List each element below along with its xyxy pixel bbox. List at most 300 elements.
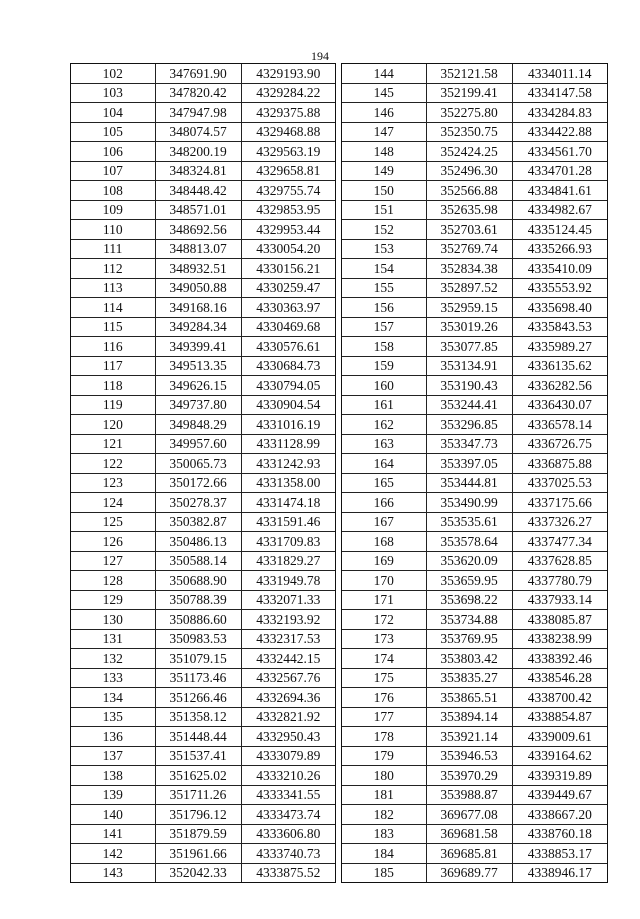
table-row [342, 844, 607, 864]
y-coordinate-cell: 4334284.83 [512, 103, 607, 123]
x-coordinate-cell: 353490.99 [426, 493, 512, 513]
x-coordinate-cell: 353296.85 [426, 415, 512, 435]
y-coordinate-cell: 4330469.68 [241, 317, 335, 337]
x-coordinate-cell: 351079.15 [155, 649, 241, 669]
x-coordinate-cell: 351961.66 [155, 844, 241, 864]
point-number-cell: 178 [342, 727, 426, 747]
table-row [342, 200, 607, 220]
y-coordinate-cell: 4335124.45 [512, 220, 607, 240]
y-coordinate-cell: 4331591.46 [241, 512, 335, 532]
x-coordinate-cell: 348813.07 [155, 239, 241, 259]
y-coordinate-cell: 4336282.56 [512, 376, 607, 396]
x-coordinate-cell: 350588.14 [155, 551, 241, 571]
table-row [71, 707, 335, 727]
table-row [71, 785, 335, 805]
table-row [71, 532, 335, 552]
table-row [342, 746, 607, 766]
point-number-cell: 124 [71, 493, 155, 513]
point-number-cell: 185 [342, 863, 426, 882]
x-coordinate-cell: 352897.52 [426, 278, 512, 298]
y-coordinate-cell: 4339009.61 [512, 727, 607, 747]
x-coordinate-cell: 352275.80 [426, 103, 512, 123]
table-row [342, 376, 607, 396]
point-number-cell: 131 [71, 629, 155, 649]
x-coordinate-cell: 348448.42 [155, 181, 241, 201]
point-number-cell: 182 [342, 805, 426, 825]
point-number-cell: 170 [342, 571, 426, 591]
point-number-cell: 180 [342, 766, 426, 786]
x-coordinate-cell: 349399.41 [155, 337, 241, 357]
table-row [71, 337, 335, 357]
x-coordinate-cell: 348571.01 [155, 200, 241, 220]
coordinate-table-left [70, 63, 336, 883]
y-coordinate-cell: 4329953.44 [241, 220, 335, 240]
y-coordinate-cell: 4338085.87 [512, 610, 607, 630]
table-row [342, 356, 607, 376]
table-row [342, 512, 607, 532]
x-coordinate-cell: 353535.61 [426, 512, 512, 532]
table-row [71, 571, 335, 591]
x-coordinate-cell: 353620.09 [426, 551, 512, 571]
point-number-cell: 158 [342, 337, 426, 357]
x-coordinate-cell: 353077.85 [426, 337, 512, 357]
y-coordinate-cell: 4330794.05 [241, 376, 335, 396]
y-coordinate-cell: 4330156.21 [241, 259, 335, 279]
point-number-cell: 142 [71, 844, 155, 864]
point-number-cell: 126 [71, 532, 155, 552]
point-number-cell: 144 [342, 64, 426, 83]
y-coordinate-cell: 4329468.88 [241, 122, 335, 142]
point-number-cell: 161 [342, 395, 426, 415]
table-row [71, 278, 335, 298]
point-number-cell: 133 [71, 668, 155, 688]
y-coordinate-cell: 4331358.00 [241, 473, 335, 493]
table-row [71, 142, 335, 162]
table-row [71, 824, 335, 844]
table-row [71, 239, 335, 259]
y-coordinate-cell: 4339164.62 [512, 746, 607, 766]
point-number-cell: 164 [342, 454, 426, 474]
table-row [342, 337, 607, 357]
y-coordinate-cell: 4335843.53 [512, 317, 607, 337]
table-row [342, 727, 607, 747]
table-row [71, 317, 335, 337]
x-coordinate-cell: 351173.46 [155, 668, 241, 688]
table-row [342, 590, 607, 610]
point-number-cell: 141 [71, 824, 155, 844]
point-number-cell: 153 [342, 239, 426, 259]
point-number-cell: 145 [342, 83, 426, 103]
point-number-cell: 114 [71, 298, 155, 318]
table-row [342, 122, 607, 142]
table-row [342, 454, 607, 474]
table-row [71, 122, 335, 142]
table-row [342, 688, 607, 708]
x-coordinate-cell: 350065.73 [155, 454, 241, 474]
x-coordinate-cell: 352199.41 [426, 83, 512, 103]
point-number-cell: 129 [71, 590, 155, 610]
y-coordinate-cell: 4335698.40 [512, 298, 607, 318]
point-number-cell: 104 [71, 103, 155, 123]
table-row [71, 64, 335, 83]
point-number-cell: 136 [71, 727, 155, 747]
y-coordinate-cell: 4330904.54 [241, 395, 335, 415]
x-coordinate-cell: 369681.58 [426, 824, 512, 844]
table-row [71, 415, 335, 435]
point-number-cell: 110 [71, 220, 155, 240]
x-coordinate-cell: 352121.58 [426, 64, 512, 83]
table-row [71, 83, 335, 103]
x-coordinate-cell: 353698.22 [426, 590, 512, 610]
x-coordinate-cell: 352703.61 [426, 220, 512, 240]
x-coordinate-cell: 351796.12 [155, 805, 241, 825]
y-coordinate-cell: 4336578.14 [512, 415, 607, 435]
point-number-cell: 165 [342, 473, 426, 493]
table-row [342, 259, 607, 279]
table-row [71, 395, 335, 415]
x-coordinate-cell: 351625.02 [155, 766, 241, 786]
point-number-cell: 155 [342, 278, 426, 298]
x-coordinate-cell: 349284.34 [155, 317, 241, 337]
point-number-cell: 152 [342, 220, 426, 240]
y-coordinate-cell: 4332694.36 [241, 688, 335, 708]
point-number-cell: 176 [342, 688, 426, 708]
y-coordinate-cell: 4332567.76 [241, 668, 335, 688]
point-number-cell: 137 [71, 746, 155, 766]
y-coordinate-cell: 4333875.52 [241, 863, 335, 882]
y-coordinate-cell: 4338853.17 [512, 844, 607, 864]
table-row [342, 707, 607, 727]
table-row [342, 64, 607, 83]
y-coordinate-cell: 4334841.61 [512, 181, 607, 201]
point-number-cell: 167 [342, 512, 426, 532]
table-row [342, 395, 607, 415]
x-coordinate-cell: 351266.46 [155, 688, 241, 708]
y-coordinate-cell: 4329755.74 [241, 181, 335, 201]
point-number-cell: 117 [71, 356, 155, 376]
point-number-cell: 148 [342, 142, 426, 162]
x-coordinate-cell: 353244.41 [426, 395, 512, 415]
y-coordinate-cell: 4338760.18 [512, 824, 607, 844]
point-number-cell: 103 [71, 83, 155, 103]
x-coordinate-cell: 350486.13 [155, 532, 241, 552]
y-coordinate-cell: 4329375.88 [241, 103, 335, 123]
y-coordinate-cell: 4332442.15 [241, 649, 335, 669]
x-coordinate-cell: 353988.87 [426, 785, 512, 805]
y-coordinate-cell: 4335989.27 [512, 337, 607, 357]
point-number-cell: 105 [71, 122, 155, 142]
point-number-cell: 179 [342, 746, 426, 766]
y-coordinate-cell: 4335553.92 [512, 278, 607, 298]
x-coordinate-cell: 348932.51 [155, 259, 241, 279]
y-coordinate-cell: 4335266.93 [512, 239, 607, 259]
point-number-cell: 154 [342, 259, 426, 279]
x-coordinate-cell: 353659.95 [426, 571, 512, 591]
x-coordinate-cell: 352834.38 [426, 259, 512, 279]
point-number-cell: 113 [71, 278, 155, 298]
table-row [342, 532, 607, 552]
point-number-cell: 122 [71, 454, 155, 474]
x-coordinate-cell: 350382.87 [155, 512, 241, 532]
point-number-cell: 149 [342, 161, 426, 181]
x-coordinate-cell: 349513.35 [155, 356, 241, 376]
table-row [71, 512, 335, 532]
table-row [71, 181, 335, 201]
point-number-cell: 159 [342, 356, 426, 376]
x-coordinate-cell: 347691.90 [155, 64, 241, 83]
y-coordinate-cell: 4333473.74 [241, 805, 335, 825]
table-row [71, 688, 335, 708]
x-coordinate-cell: 369685.81 [426, 844, 512, 864]
point-number-cell: 132 [71, 649, 155, 669]
x-coordinate-cell: 351537.41 [155, 746, 241, 766]
y-coordinate-cell: 4332317.53 [241, 629, 335, 649]
y-coordinate-cell: 4331474.18 [241, 493, 335, 513]
x-coordinate-cell: 353347.73 [426, 434, 512, 454]
y-coordinate-cell: 4331016.19 [241, 415, 335, 435]
table-row [71, 727, 335, 747]
table-row [342, 610, 607, 630]
y-coordinate-cell: 4330576.61 [241, 337, 335, 357]
y-coordinate-cell: 4332950.43 [241, 727, 335, 747]
table-row [71, 493, 335, 513]
table-row [71, 298, 335, 318]
x-coordinate-cell: 352959.15 [426, 298, 512, 318]
table-row [71, 376, 335, 396]
x-coordinate-cell: 351879.59 [155, 824, 241, 844]
coordinate-table-left-body [71, 64, 335, 882]
x-coordinate-cell: 353865.51 [426, 688, 512, 708]
y-coordinate-cell: 4337175.66 [512, 493, 607, 513]
y-coordinate-cell: 4337933.14 [512, 590, 607, 610]
point-number-cell: 127 [71, 551, 155, 571]
table-row [71, 551, 335, 571]
y-coordinate-cell: 4336726.75 [512, 434, 607, 454]
point-number-cell: 119 [71, 395, 155, 415]
y-coordinate-cell: 4338238.99 [512, 629, 607, 649]
y-coordinate-cell: 4331949.78 [241, 571, 335, 591]
point-number-cell: 135 [71, 707, 155, 727]
y-coordinate-cell: 4332193.92 [241, 610, 335, 630]
y-coordinate-cell: 4329563.19 [241, 142, 335, 162]
point-number-cell: 134 [71, 688, 155, 708]
point-number-cell: 163 [342, 434, 426, 454]
table-row [71, 259, 335, 279]
x-coordinate-cell: 347820.42 [155, 83, 241, 103]
x-coordinate-cell: 348692.56 [155, 220, 241, 240]
y-coordinate-cell: 4336135.62 [512, 356, 607, 376]
x-coordinate-cell: 351358.12 [155, 707, 241, 727]
x-coordinate-cell: 351711.26 [155, 785, 241, 805]
x-coordinate-cell: 352635.98 [426, 200, 512, 220]
table-row [342, 668, 607, 688]
x-coordinate-cell: 348200.19 [155, 142, 241, 162]
y-coordinate-cell: 4338667.20 [512, 805, 607, 825]
point-number-cell: 123 [71, 473, 155, 493]
x-coordinate-cell: 349168.16 [155, 298, 241, 318]
x-coordinate-cell: 352566.88 [426, 181, 512, 201]
table-row [71, 805, 335, 825]
coordinate-table-right-body [342, 64, 607, 882]
table-row [342, 785, 607, 805]
table-row [342, 473, 607, 493]
y-coordinate-cell: 4334561.70 [512, 142, 607, 162]
x-coordinate-cell: 350983.53 [155, 629, 241, 649]
x-coordinate-cell: 353769.95 [426, 629, 512, 649]
x-coordinate-cell: 348324.81 [155, 161, 241, 181]
x-coordinate-cell: 351448.44 [155, 727, 241, 747]
x-coordinate-cell: 352350.75 [426, 122, 512, 142]
y-coordinate-cell: 4329658.81 [241, 161, 335, 181]
point-number-cell: 140 [71, 805, 155, 825]
x-coordinate-cell: 349737.80 [155, 395, 241, 415]
y-coordinate-cell: 4337477.34 [512, 532, 607, 552]
x-coordinate-cell: 350278.37 [155, 493, 241, 513]
point-number-cell: 166 [342, 493, 426, 513]
x-coordinate-cell: 353019.26 [426, 317, 512, 337]
y-coordinate-cell: 4337780.79 [512, 571, 607, 591]
table-row [71, 649, 335, 669]
y-coordinate-cell: 4334701.28 [512, 161, 607, 181]
point-number-cell: 118 [71, 376, 155, 396]
y-coordinate-cell: 4332821.92 [241, 707, 335, 727]
point-number-cell: 175 [342, 668, 426, 688]
x-coordinate-cell: 353894.14 [426, 707, 512, 727]
y-coordinate-cell: 4330684.73 [241, 356, 335, 376]
y-coordinate-cell: 4331829.27 [241, 551, 335, 571]
y-coordinate-cell: 4330054.20 [241, 239, 335, 259]
x-coordinate-cell: 352042.33 [155, 863, 241, 882]
x-coordinate-cell: 353734.88 [426, 610, 512, 630]
table-row [71, 473, 335, 493]
x-coordinate-cell: 353134.91 [426, 356, 512, 376]
y-coordinate-cell: 4336875.88 [512, 454, 607, 474]
x-coordinate-cell: 352424.25 [426, 142, 512, 162]
table-row [71, 200, 335, 220]
table-row [71, 220, 335, 240]
point-number-cell: 139 [71, 785, 155, 805]
point-number-cell: 130 [71, 610, 155, 630]
table-row [71, 610, 335, 630]
table-row [71, 863, 335, 882]
table-row [71, 590, 335, 610]
table-row [71, 161, 335, 181]
y-coordinate-cell: 4338392.46 [512, 649, 607, 669]
table-row [71, 629, 335, 649]
x-coordinate-cell: 350172.66 [155, 473, 241, 493]
y-coordinate-cell: 4338546.28 [512, 668, 607, 688]
point-number-cell: 128 [71, 571, 155, 591]
y-coordinate-cell: 4329193.90 [241, 64, 335, 83]
table-row [342, 220, 607, 240]
x-coordinate-cell: 369677.08 [426, 805, 512, 825]
x-coordinate-cell: 353835.27 [426, 668, 512, 688]
y-coordinate-cell: 4339319.89 [512, 766, 607, 786]
point-number-cell: 150 [342, 181, 426, 201]
point-number-cell: 109 [71, 200, 155, 220]
y-coordinate-cell: 4336430.07 [512, 395, 607, 415]
point-number-cell: 146 [342, 103, 426, 123]
point-number-cell: 107 [71, 161, 155, 181]
y-coordinate-cell: 4333079.89 [241, 746, 335, 766]
table-row [71, 668, 335, 688]
table-row [342, 629, 607, 649]
y-coordinate-cell: 4338946.17 [512, 863, 607, 882]
y-coordinate-cell: 4333210.26 [241, 766, 335, 786]
table-row [342, 161, 607, 181]
table-row [71, 434, 335, 454]
x-coordinate-cell: 350886.60 [155, 610, 241, 630]
table-row [71, 454, 335, 474]
table-row [342, 493, 607, 513]
table-row [71, 103, 335, 123]
table-row [342, 415, 607, 435]
table-row [71, 356, 335, 376]
point-number-cell: 111 [71, 239, 155, 259]
x-coordinate-cell: 348074.57 [155, 122, 241, 142]
y-coordinate-cell: 4329853.95 [241, 200, 335, 220]
point-number-cell: 102 [71, 64, 155, 83]
table-row [342, 805, 607, 825]
y-coordinate-cell: 4334011.14 [512, 64, 607, 83]
y-coordinate-cell: 4333341.55 [241, 785, 335, 805]
point-number-cell: 169 [342, 551, 426, 571]
table-row [342, 434, 607, 454]
point-number-cell: 156 [342, 298, 426, 318]
y-coordinate-cell: 4331128.99 [241, 434, 335, 454]
x-coordinate-cell: 353190.43 [426, 376, 512, 396]
point-number-cell: 125 [71, 512, 155, 532]
table-row [342, 551, 607, 571]
y-coordinate-cell: 4337628.85 [512, 551, 607, 571]
point-number-cell: 147 [342, 122, 426, 142]
table-row [342, 766, 607, 786]
point-number-cell: 173 [342, 629, 426, 649]
y-coordinate-cell: 4329284.22 [241, 83, 335, 103]
point-number-cell: 168 [342, 532, 426, 552]
y-coordinate-cell: 4337326.27 [512, 512, 607, 532]
x-coordinate-cell: 352769.74 [426, 239, 512, 259]
x-coordinate-cell: 349848.29 [155, 415, 241, 435]
point-number-cell: 181 [342, 785, 426, 805]
x-coordinate-cell: 349957.60 [155, 434, 241, 454]
table-row [71, 746, 335, 766]
coordinate-table-right [341, 63, 608, 883]
y-coordinate-cell: 4331242.93 [241, 454, 335, 474]
point-number-cell: 174 [342, 649, 426, 669]
y-coordinate-cell: 4330363.97 [241, 298, 335, 318]
y-coordinate-cell: 4332071.33 [241, 590, 335, 610]
point-number-cell: 120 [71, 415, 155, 435]
table-row [71, 766, 335, 786]
table-row [342, 83, 607, 103]
point-number-cell: 171 [342, 590, 426, 610]
point-number-cell: 108 [71, 181, 155, 201]
point-number-cell: 160 [342, 376, 426, 396]
point-number-cell: 121 [71, 434, 155, 454]
x-coordinate-cell: 353970.29 [426, 766, 512, 786]
table-row [342, 142, 607, 162]
x-coordinate-cell: 352496.30 [426, 161, 512, 181]
y-coordinate-cell: 4338854.87 [512, 707, 607, 727]
point-number-cell: 115 [71, 317, 155, 337]
x-coordinate-cell: 347947.98 [155, 103, 241, 123]
table-row [342, 863, 607, 882]
point-number-cell: 162 [342, 415, 426, 435]
table-row [71, 844, 335, 864]
y-coordinate-cell: 4331709.83 [241, 532, 335, 552]
x-coordinate-cell: 353946.53 [426, 746, 512, 766]
